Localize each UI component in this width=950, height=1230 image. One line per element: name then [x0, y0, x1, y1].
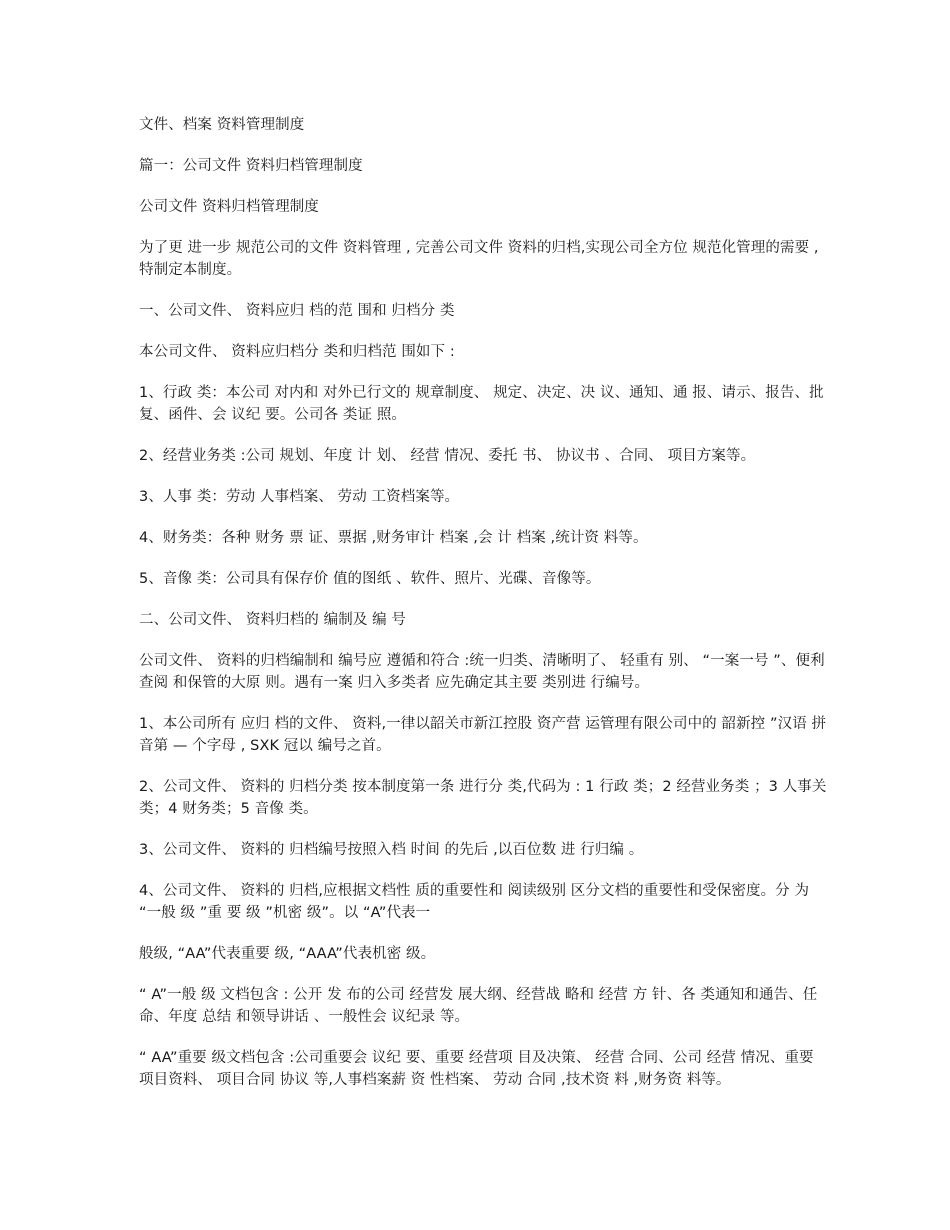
list-item: 3、人事 类：劳动 人事档案、 劳动 工资档案等。: [139, 489, 460, 505]
section-heading-1: 一、公司文件、 资料应归 档的范 围和 归档分 类: [139, 303, 455, 319]
list-item: 4、公司文件、 资料的 归档,应根据文档性 质的重要性和 阅读级别 区分文档的重要性和受保密度。分 为 “一般 级 ”重 要 级 ”机密 级”。以 “A”代表一: [139, 883, 810, 921]
document-title: 文件、档案 资料管理制度: [139, 117, 305, 133]
paragraph: 公司文件、 资料的归档编制和 编号应 遵循和符合 :统一归类、清晰明了、 轻重有 别、 “一案一号 ”、便利 查阅 和保管的大原 则。遇有一案 归入多类者 应先确定其主要 类别进 行编号。: [139, 653, 825, 691]
section-heading-2: 二、公司文件、 资料归档的 编制及 编 号: [139, 612, 407, 628]
paragraph: 般级, “AA”代表重要 级, “AAA”代表机密 级。: [139, 946, 436, 962]
intro-paragraph: 为了更 进一步 规范公司的文件 资料管理 , 完善公司文件 资料的归档,实现公司全方位 规范化管理的需要 ,特制定本制度。: [139, 240, 819, 278]
list-item: 5、音像 类：公司具有保存价 值的图纸 、软件、照片、光碟、音像等。: [139, 571, 601, 587]
list-item: 2、经营业务类 :公司 规划、年度 计 划、 经营 情况、委托 书、 协议书 、合同、 项目方案等。: [139, 448, 756, 464]
section-title: 公司文件 资料归档管理制度: [139, 199, 319, 215]
paragraph: 本公司文件、 资料应归档分 类和归档范 围如下 :: [139, 344, 455, 360]
list-item: 1、本公司所有 应归 档的文件、 资料,一律以韶关市新江控股 资产营 运管理有限公司中的 韶新控 ”汉语 拼音第 — 个字母 , SXK 冠以 编号之首。: [139, 716, 827, 754]
list-item: 4、财务类：各种 财务 票 证、票据 ,财务审计 档案 ,会 计 档案 ,统计资 料等。: [139, 530, 648, 546]
list-item: 1、行政 类：本公司 对内和 对外已行文的 规章制度、 规定、决定、决 议、通知、通 报、请示、报告、批复、函件、会 议纪 要。公司各 类证 照。: [139, 385, 824, 423]
list-item: 3、公司文件、 资料的 归档编号按照入档 时间 的先后 ,以百位数 进 行归编 。: [139, 842, 644, 858]
chapter-heading: 篇一：公司文件 资料归档管理制度: [139, 158, 363, 174]
document-body: [139, 114, 829, 1091]
paragraph: “ A”一般 级 文档包含 : 公开 发 布的公司 经营发 展大纲、经营战 略和 经营 方 针、各 类通知和通告、任命、年度 总结 和领导讲话 、一般性会 议纪录 等。: [139, 987, 818, 1025]
list-item: 2、公司文件、 资料的 归档分类 按本制度第一条 进行分 类,代码为 : 1 行政 类；2 经营业务类 ；3 人事关 类；4 财务类；5 音像 类。: [139, 779, 827, 817]
paragraph: “ AA”重要 级文档包含 :公司重要会 议纪 要、重要 经营项 目及决策、 经营 合同、公司 经营 情况、重要 项目资料、 项目合同 协议 等,人事档案薪 资 性档案、 劳动 合同 ,技术资 料 ,财务资 料等。: [139, 1050, 814, 1088]
